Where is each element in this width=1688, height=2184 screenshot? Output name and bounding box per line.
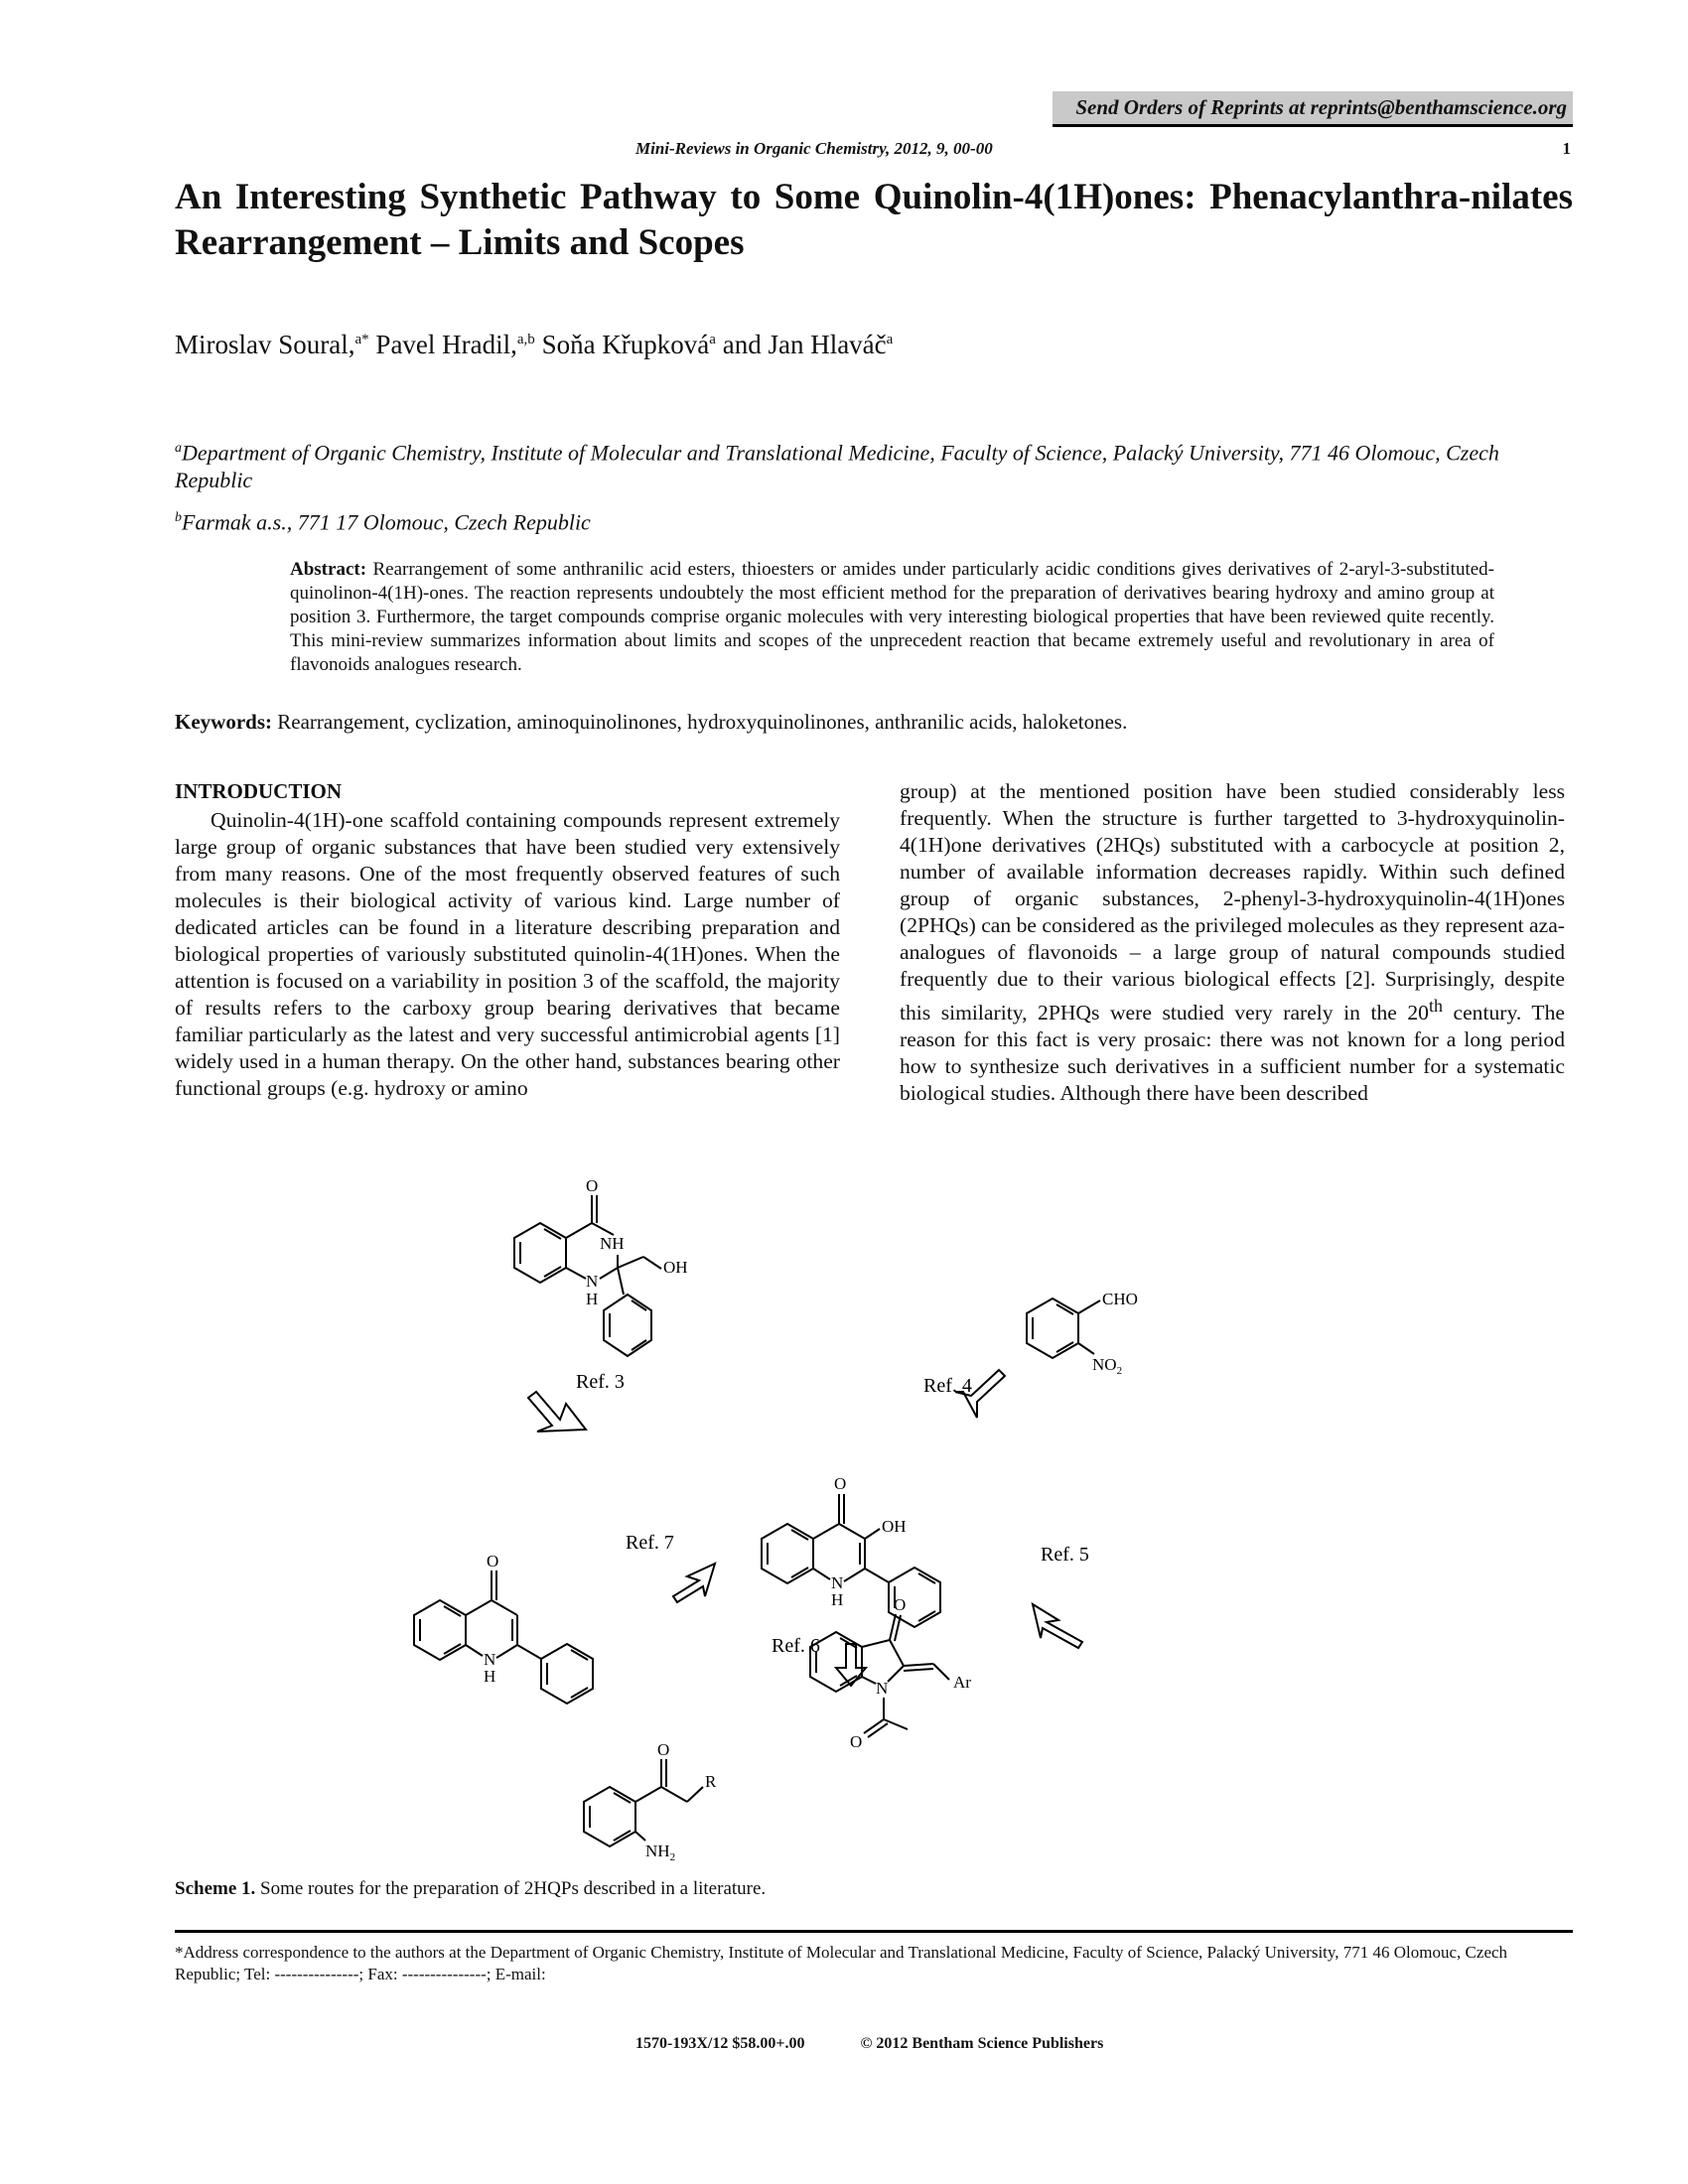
reference-label-ref5: Ref. 5 <box>1041 1544 1089 1566</box>
page-number: 1 <box>1562 139 1571 158</box>
section-heading-introduction: INTRODUCTION <box>175 779 343 803</box>
atom-label: H <box>484 1667 496 1686</box>
body-column-right <box>900 778 1565 1107</box>
page-footer <box>635 2035 1159 2053</box>
affiliation-mark: b <box>175 510 182 525</box>
century-superscript: th <box>1428 996 1443 1016</box>
atom-label: N <box>586 1272 599 1291</box>
atom-label: O <box>850 1732 863 1751</box>
atom-label: Ar <box>953 1673 971 1692</box>
intro-text-right-part2: century. The reason for this fact is very prosaic: there was not known for a long period how to synthesize such derivatives in a sufficient number for a systematic biological studies. Although there have been described <box>900 1001 1565 1106</box>
abstract-label: Abstract: <box>290 559 367 580</box>
keywords-label: Keywords: <box>175 710 272 734</box>
affiliation-b <box>175 504 1505 536</box>
atom-label: R <box>705 1772 717 1791</box>
atom-label: NH <box>600 1234 625 1253</box>
scheme-1-diagram <box>397 1171 1331 1886</box>
reprints-banner <box>1053 91 1573 127</box>
affiliation-text: Farmak a.s., 771 17 Olomouc, Czech Republic <box>182 509 591 535</box>
scheme-caption <box>175 1878 766 1900</box>
keywords-text: Rearrangement, cyclization, aminoquinolinones, hydroxyquinolinones, anthranilic acids, haloketones. <box>272 710 1128 734</box>
issn-price: 1570-193X/12 $58.00+.00 <box>635 2035 805 2052</box>
abstract-text: Rearrangement of some anthranilic acid esters, thioesters or amides under particularly acidic conditions gives derivatives of 2-aryl-3-substituted-quinolinon-4(1H)-ones. The reaction represents undoubtely the most efficient method for the preparation of derivatives bearing hydroxy and amino group at position 3. Furthermore, the target compounds comprise organic molecules with very interesting biological properties that have been reviewed quite recently. This mini-review summarizes information about limits and scopes of the unprecedent reaction that became extremely useful and revolutionary in area of flavonoids analogues research. <box>290 559 1494 675</box>
author-name: Miroslav Soural, <box>175 330 355 359</box>
scheme-caption-label: Scheme 1. <box>175 1878 256 1899</box>
atom-label: H <box>586 1290 599 1308</box>
arrow-ref3 <box>528 1392 586 1432</box>
article-title: An Interesting Synthetic Pathway to Some Quinolin-4(1H)ones: Phenacylanthra-nilates Rearrangement – Limits and Scopes <box>175 177 1573 263</box>
atom-label: O <box>834 1474 847 1493</box>
structure-ref4 <box>1027 1298 1100 1358</box>
intro-paragraph-right <box>900 778 1565 1107</box>
amine-label: NH <box>645 1842 670 1860</box>
reference-label-ref4: Ref. 4 <box>923 1375 972 1397</box>
reference-label-ref6: Ref. 6 <box>772 1635 820 1657</box>
atom-label: N <box>831 1573 844 1592</box>
structure-ref7 <box>414 1570 593 1704</box>
keywords <box>175 710 1575 735</box>
atom-label: N <box>876 1679 889 1698</box>
atom-label: O <box>586 1176 599 1195</box>
amine-subscript: 2 <box>669 1851 676 1863</box>
nitro-label: NO <box>1092 1355 1117 1374</box>
scheme-caption-text: Some routes for the preparation of 2HQPs described in a literature. <box>255 1878 767 1899</box>
affiliation-a <box>175 435 1505 494</box>
arrow-ref7 <box>673 1564 715 1602</box>
author-affiliation-mark: a* <box>354 332 369 347</box>
copyright: © 2012 Bentham Science Publishers <box>860 2035 1104 2052</box>
reference-label-ref3: Ref. 3 <box>576 1371 625 1393</box>
atom-label: CHO <box>1102 1290 1138 1308</box>
structure-center <box>762 1494 940 1627</box>
author-list <box>175 330 893 360</box>
atom-label: H <box>831 1590 844 1609</box>
nitro-subscript: 2 <box>1116 1365 1123 1377</box>
intro-text-right-part1: group) at the mentioned position have been studied considerably less frequently. When the structure is further targetted to 3-hydroxyquinolin-4(1H)one derivatives (2HQs) substituted with a carbocycle at position 2, number of available information decreases rapidly. Within such defined group of organic substances, 2-phenyl-3-hydroxyquinolin-4(1H)ones (2PHQs) can be considered as the privileged molecules as they represent aza-analogues of flavonoids – a large group of natural compounds studied frequently due to their various biological effects [2]. Surprisingly, despite this similarity, 2PHQs were studied very rarely in the 20 <box>900 779 1565 1025</box>
correspondence-footnote: *Address correspondence to the authors at the Department of Organic Chemistry, Institute of Molecular and Translational Medicine, Faculty of Science, Palacký University, 771 46 Olomouc, Czech Republic; Tel: ---------------; Fax: ---------------; E-mail: <box>175 1943 1508 1983</box>
author-name: Pavel Hradil, <box>368 330 517 359</box>
arrow-ref5 <box>1033 1604 1082 1648</box>
author-name: and Jan Hlaváč <box>715 330 887 359</box>
structure-ref6 <box>584 1759 703 1846</box>
atom-label: O <box>487 1552 499 1570</box>
affiliation-text: Department of Organic Chemistry, Institute of Molecular and Translational Medicine, Faculty of Science, Palacký University, 771 46 Olomouc, Czech Republic <box>175 440 1499 493</box>
atom-label: O <box>894 1595 907 1614</box>
abstract <box>290 558 1494 677</box>
footnote-divider <box>175 1930 1573 1933</box>
atom-label <box>645 1842 675 1863</box>
reference-label-ref7: Ref. 7 <box>626 1532 674 1554</box>
body-column-left <box>175 778 840 1102</box>
structure-ref5 <box>810 1614 949 1737</box>
atom-label: N <box>484 1650 496 1669</box>
author-affiliation-mark: a <box>709 332 716 347</box>
atom-label: OH <box>882 1517 907 1536</box>
author-name: Soňa Křupková <box>534 330 710 359</box>
atom-label <box>1092 1355 1122 1377</box>
atom-label: OH <box>663 1258 688 1277</box>
affiliation-mark: a <box>175 441 182 456</box>
author-affiliation-mark: a <box>886 332 894 347</box>
author-affiliation-mark: a,b <box>516 332 535 347</box>
reprints-banner-text: Send Orders of Reprints at reprints@benthamscience.org <box>1075 95 1567 119</box>
atom-label: O <box>657 1740 670 1759</box>
intro-paragraph-left: Quinolin-4(1H)-one scaffold containing compounds represent extremely large group of organic substances that have been studied very extensively from many reasons. One of the most frequently observed features of such molecules is their biological activity of various kind. Large number of dedicated articles can be found in a literature describing preparation and biological properties of variously substituted quinolin-4(1H)ones. When the attention is focused on a variability in position 3 of the scaffold, the majority of results refers to the carboxy group bearing derivatives that became familiar particularly as the latest and very successful antimicrobial agents [1] widely used in a human therapy. On the other hand, substances bearing other functional groups (e.g. hydroxy or amino <box>175 808 840 1100</box>
running-head: Mini-Reviews in Organic Chemistry, 2012, 9, 00-00 <box>635 139 993 158</box>
